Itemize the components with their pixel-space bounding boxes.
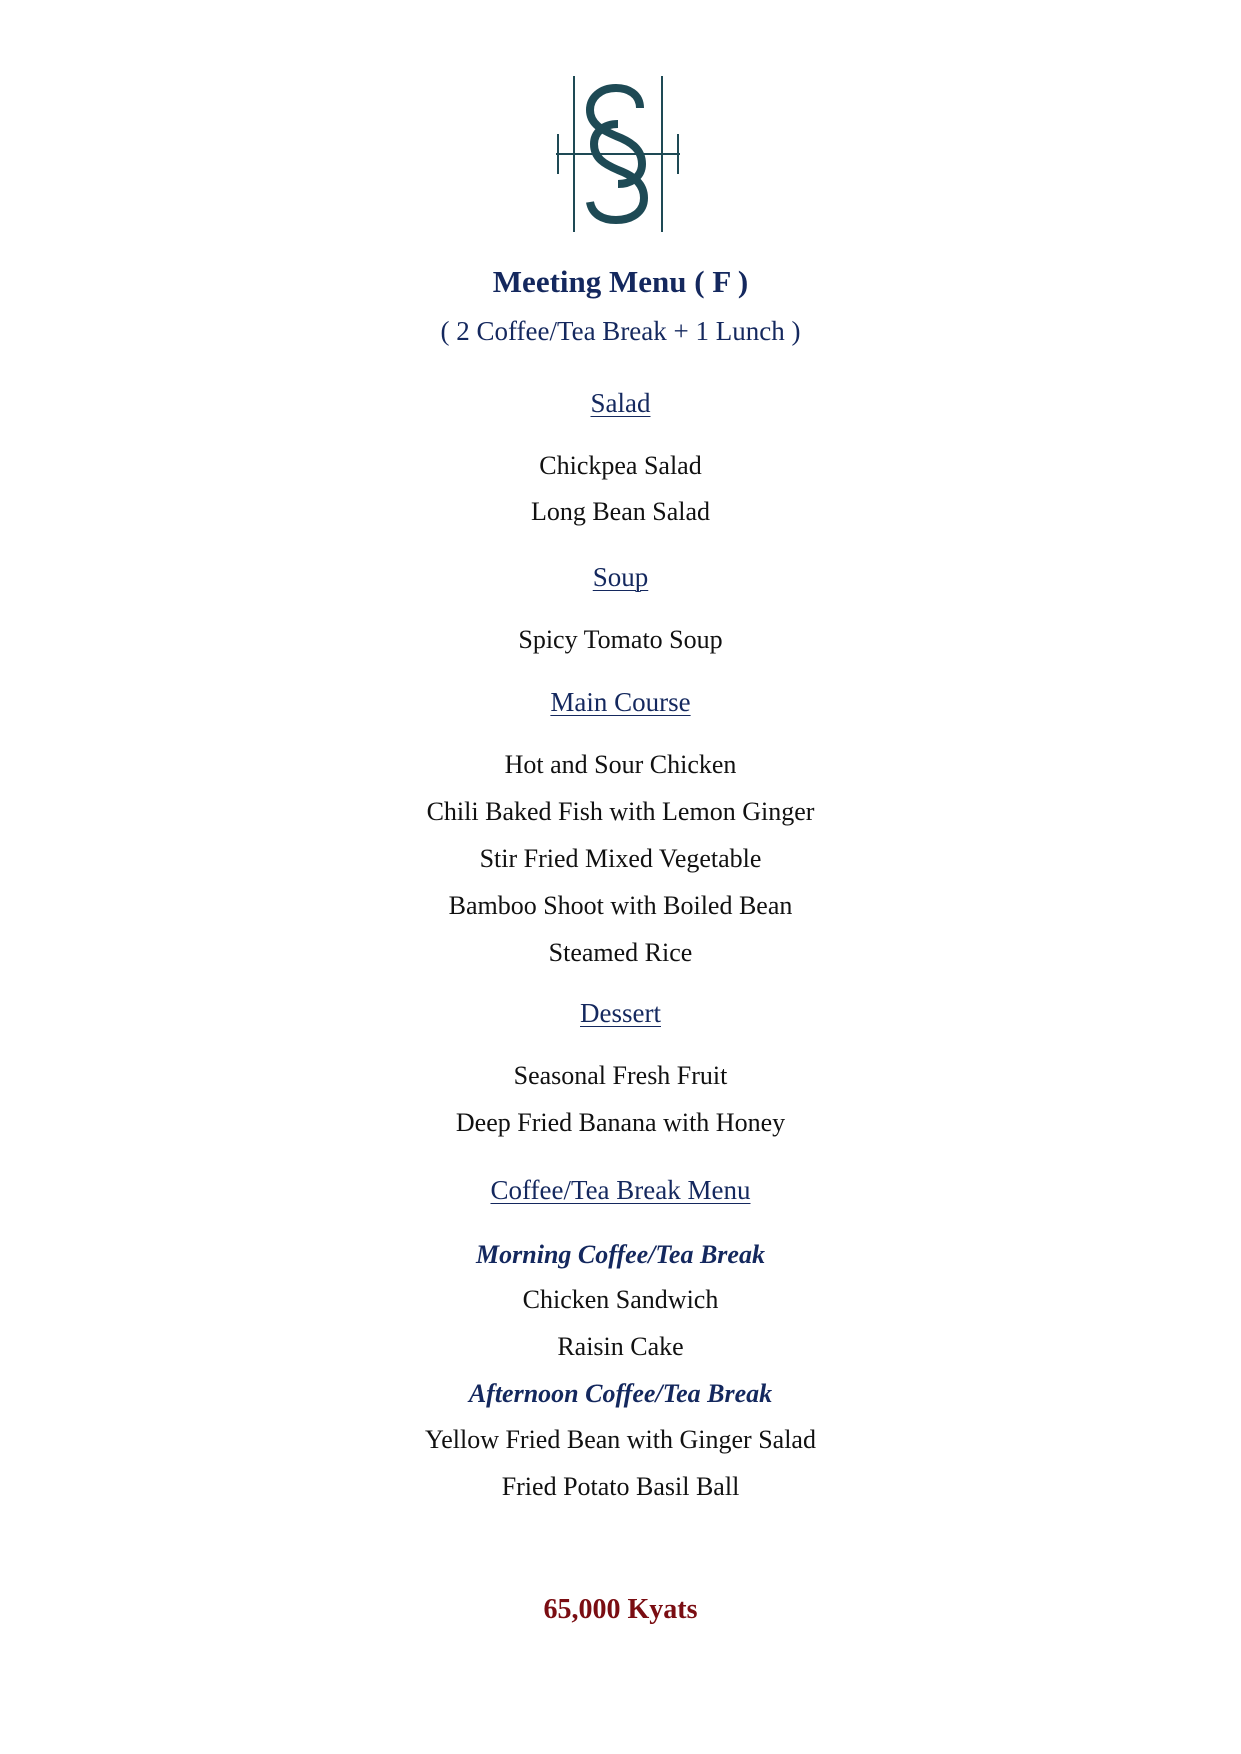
menu-item: Steamed Rice	[548, 938, 693, 967]
menu-item: Chicken Sandwich	[522, 1285, 719, 1314]
menu-title: Meeting Menu ( F )	[492, 264, 749, 299]
menu-item: Raisin Cake	[557, 1332, 684, 1361]
menu-item: Yellow Fried Bean with Ginger Salad	[425, 1425, 816, 1454]
menu-item: Chickpea Salad	[539, 451, 702, 480]
main-course-heading: Main Course	[550, 687, 691, 717]
menu-item: Spicy Tomato Soup	[518, 625, 723, 654]
menu-item: Hot and Sour Chicken	[504, 750, 737, 779]
afternoon-break-label: Afternoon Coffee/Tea Break	[468, 1379, 773, 1408]
menu-item: Chili Baked Fish with Lemon Ginger	[426, 797, 815, 826]
coffee-break-heading: Coffee/Tea Break Menu	[490, 1175, 751, 1205]
menu-item: Fried Potato Basil Ball	[501, 1472, 740, 1501]
menu-item: Bamboo Shoot with Boiled Bean	[448, 891, 793, 920]
menu-subtitle: ( 2 Coffee/Tea Break + 1 Lunch )	[440, 316, 801, 346]
menu-price: 65,000 Kyats	[543, 1594, 698, 1625]
menu-item: Stir Fried Mixed Vegetable	[479, 844, 762, 873]
section-sign-monogram-logo	[556, 76, 680, 232]
menu-item: Deep Fried Banana with Honey	[455, 1108, 786, 1137]
morning-break-label: Morning Coffee/Tea Break	[476, 1240, 765, 1269]
menu-item: Seasonal Fresh Fruit	[513, 1061, 728, 1090]
soup-heading: Soup	[592, 562, 649, 592]
salad-heading: Salad	[590, 388, 651, 418]
menu-item: Long Bean Salad	[530, 497, 711, 526]
dessert-heading: Dessert	[580, 998, 661, 1028]
